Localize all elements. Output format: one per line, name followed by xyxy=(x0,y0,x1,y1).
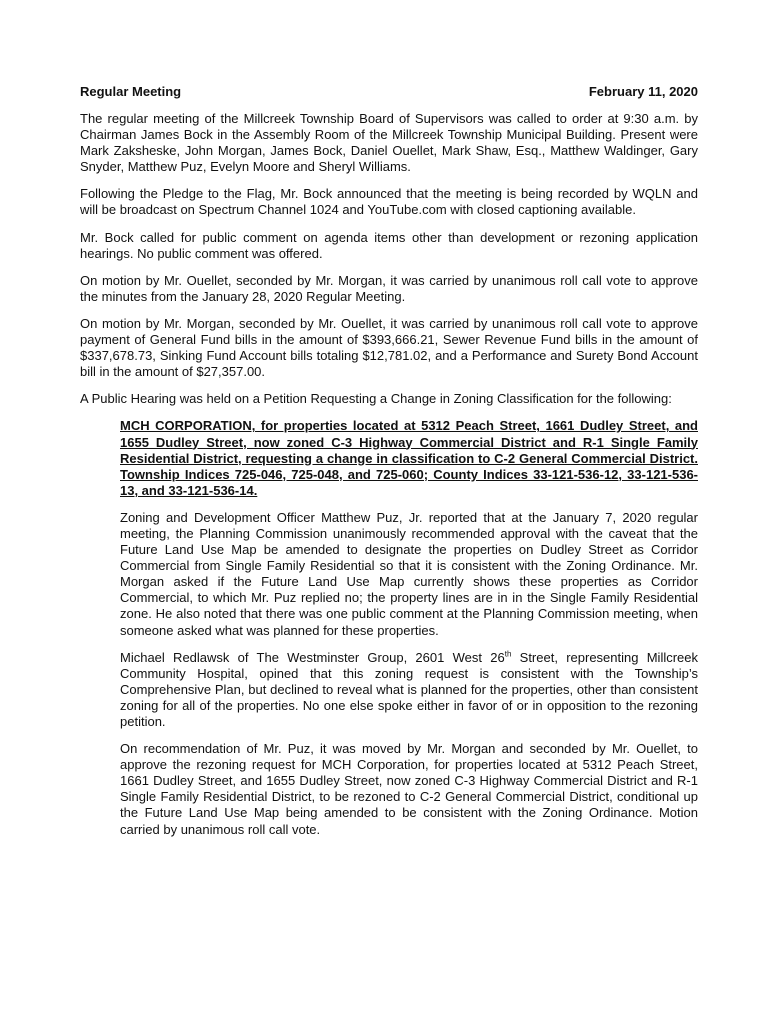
ordinal-suffix: th xyxy=(504,649,512,659)
paragraph-zoning-report: Zoning and Development Officer Matthew Puz, Jr. reported that at the January 7, 2020 regular meeting, the Planning Commission unanimously recommended approval with the caveat that the Future Land Use Map be amended to designate the properties on Dudley Street as Corridor Commercial from Single Family Residential so that it is consistent with the Zoning Ordinance. Mr. Morgan asked if the Future Land Use Map currently shows these properties as Corridor Commercial, to which Mr. Puz replied no; the property lines are in in the Single Family Residential zone. He also noted that there was one public comment at the Planning Commission meeting, when someone asked what was planned for these properties. xyxy=(120,509,698,638)
petition-heading: MCH CORPORATION, for properties located at 5312 Peach Street, 1661 Dudley Street, and 1655 Dudley Street, now zoned C-3 Highway Commercial District and R-1 Single Family Residential District, requesting a change in classification to C-2 General Commercial District. Township Indices 725-046, 725-048, and 725-060; County Indices 33-121-536-12, 33-121-536-13, and 33-121-536-14. xyxy=(120,418,698,498)
paragraph-bills-motion: On motion by Mr. Morgan, seconded by Mr. Ouellet, it was carried by unanimous roll call vote to approve payment of General Fund bills in the amount of $393,666.21, Sewer Revenue Fund bills in the amount of $337,678.73, Sinking Fund Account bills totaling $12,781.02, and a Performance and Surety Bond Account bill in the amount of $27,357.00. xyxy=(80,315,698,380)
paragraph-pledge: Following the Pledge to the Flag, Mr. Bock announced that the meeting is being recorded by WQLN and will be broadcast on Spectrum Channel 1024 and YouTube.com with closed captioning available. xyxy=(80,186,698,218)
paragraph-public-hearing: A Public Hearing was held on a Petition Requesting a Change in Zoning Classification for the following: xyxy=(80,391,672,407)
meeting-date: February 11, 2020 xyxy=(588,84,698,99)
paragraph-public-comment: Mr. Bock called for public comment on agenda items other than development or rezoning application hearings. No public comment was offered. xyxy=(80,229,698,261)
redlawsk-text-start: Michael Redlawsk of The Westminster Group, 2601 West 26 xyxy=(120,649,505,665)
meeting-type: Regular Meeting xyxy=(80,84,182,99)
paragraph-redlawsk xyxy=(120,650,698,730)
document-header xyxy=(80,84,698,100)
paragraph-call-to-order: The regular meeting of the Millcreek Township Board of Supervisors was called to order at 9:30 a.m. by Chairman James Bock in the Assembly Room of the Millcreek Township Municipal Building. Present were Mark Zaksheske, John Morgan, James Bock, Daniel Ouellet, Mark Shaw, Esq., Matthew Waldinger, Gary Snyder, Matthew Puz, Evelyn Moore and Sheryl Williams. xyxy=(80,111,698,175)
redlawsk-text-end: Street, representing Millcreek Community Hospital, opined that this zoning request is consistent with the Township’s Comprehensive Plan, but declined to reveal what is planned for the properties, other than consistent zoning for all of the properties. No one else spoke either in favor of or in opposition to the rezoning petition. xyxy=(120,649,699,729)
paragraph-minutes-motion: On motion by Mr. Ouellet, seconded by Mr. Morgan, it was carried by unanimous roll call vote to approve the minutes from the January 28, 2020 Regular Meeting. xyxy=(80,272,698,304)
paragraph-rezoning-motion: On recommendation of Mr. Puz, it was moved by Mr. Morgan and seconded by Mr. Ouellet, to approve the rezoning request for MCH Corporation, for properties located at 5312 Peach Street, 1661 Dudley Street, and 1655 Dudley Street, now zoned C-3 Highway Commercial District and R-1 Single Family Residential District, to be rezoned to C-2 General Commercial District, conditional up the Future Land Use Map being amended to be consistent with the Zoning Ordinance. Motion carried by unanimous roll call vote. xyxy=(120,741,698,837)
